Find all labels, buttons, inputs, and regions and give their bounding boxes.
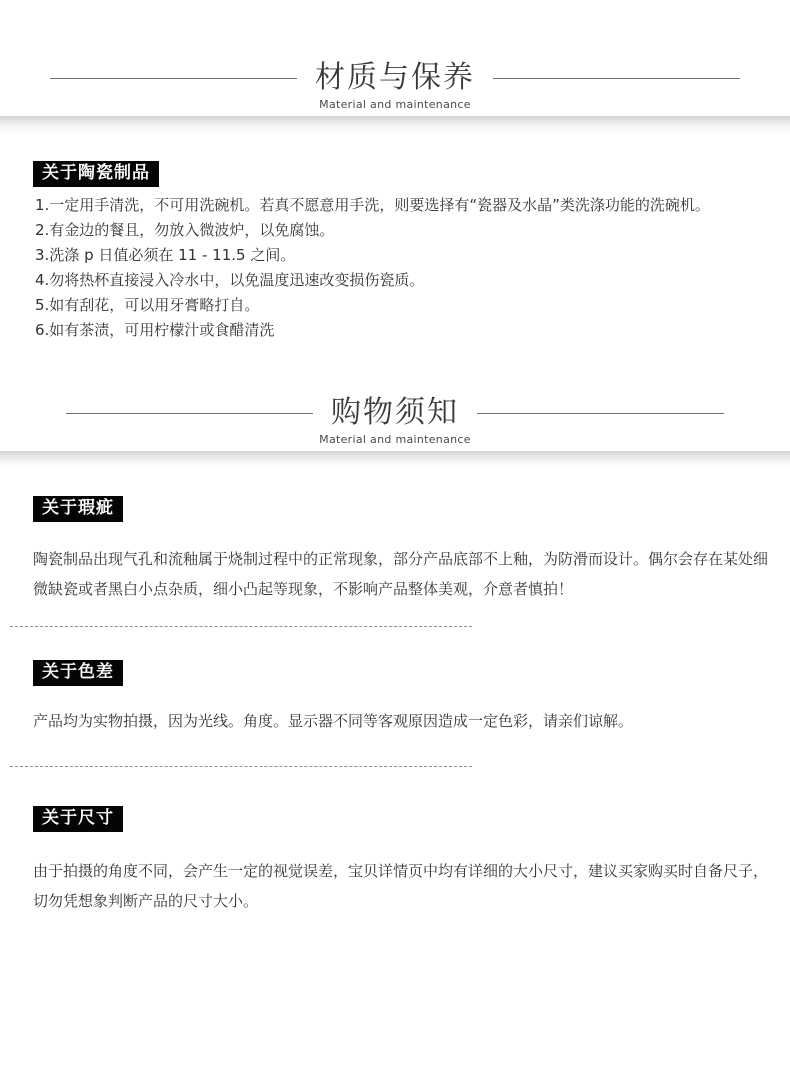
- product-detail-page: [0, 60, 790, 1068]
- flaws-text: 陶瓷制品出现气孔和流釉属于烧制过程中的正常现象，部分产品底部不上釉，为防滑而设计。偶尔会存在某处细微缺瓷或者黑白小点杂质，细小凸起等现象，不影响产品整体美观，介意者慎拍！: [33, 550, 769, 598]
- soft-divider: [0, 451, 790, 469]
- section-header-material: [0, 60, 790, 96]
- care-item: 2.有金边的餐且，勿放入微波炉，以免腐蚀。: [35, 221, 335, 239]
- section-subtitle-material: Material and maintenance: [319, 98, 471, 111]
- care-item: 6.如有茶渍，可用柠檬汁或食醋清洗: [35, 321, 275, 339]
- care-item: 1.一定用手清洗，不可用洗碗机。若真不愿意用手洗，则要选择有“瓷器及水晶”类洗涤功能的洗碗机。: [35, 196, 710, 214]
- dashed-divider: [10, 626, 472, 627]
- color-difference-text: 产品均为实物拍摄，因为光线。角度。显示器不同等客观原因造成一定色彩，请亲们谅解。: [33, 712, 634, 730]
- section-header-notice: [0, 395, 790, 431]
- header-line-right: [493, 78, 740, 79]
- tag-ceramic-products: 关于陶瓷制品: [33, 161, 159, 187]
- header-line-right: [477, 413, 724, 414]
- section-title-notice: 购物须知: [331, 395, 459, 430]
- care-item: 4.勿将热杯直接浸入冷水中，以免温度迅速改变损伤瓷质。: [35, 271, 425, 289]
- section-subtitle-notice: Material and maintenance: [319, 433, 471, 446]
- tag-size: 关于尺寸: [33, 806, 123, 832]
- tag-color-difference: 关于色差: [33, 660, 123, 686]
- care-item: 5.如有刮花，可以用牙膏略打自。: [35, 296, 260, 314]
- size-text: 由于拍摄的角度不同，会产生一定的视觉误差，宝贝详情页中均有详细的大小尺寸，建议买家购买时自备尺子，切勿凭想象判断产品的尺寸大小。: [33, 862, 769, 910]
- tag-flaws: 关于瑕疵: [33, 496, 123, 522]
- soft-divider: [0, 116, 790, 134]
- section-title-material: 材质与保养: [315, 60, 475, 95]
- dashed-divider: [10, 766, 472, 767]
- care-item: 3.洗涤 p 日值必须在 11 - 11.5 之间。: [35, 246, 296, 264]
- care-instruction-list: [35, 193, 790, 343]
- header-line-left: [50, 78, 297, 79]
- header-line-left: [66, 413, 313, 414]
